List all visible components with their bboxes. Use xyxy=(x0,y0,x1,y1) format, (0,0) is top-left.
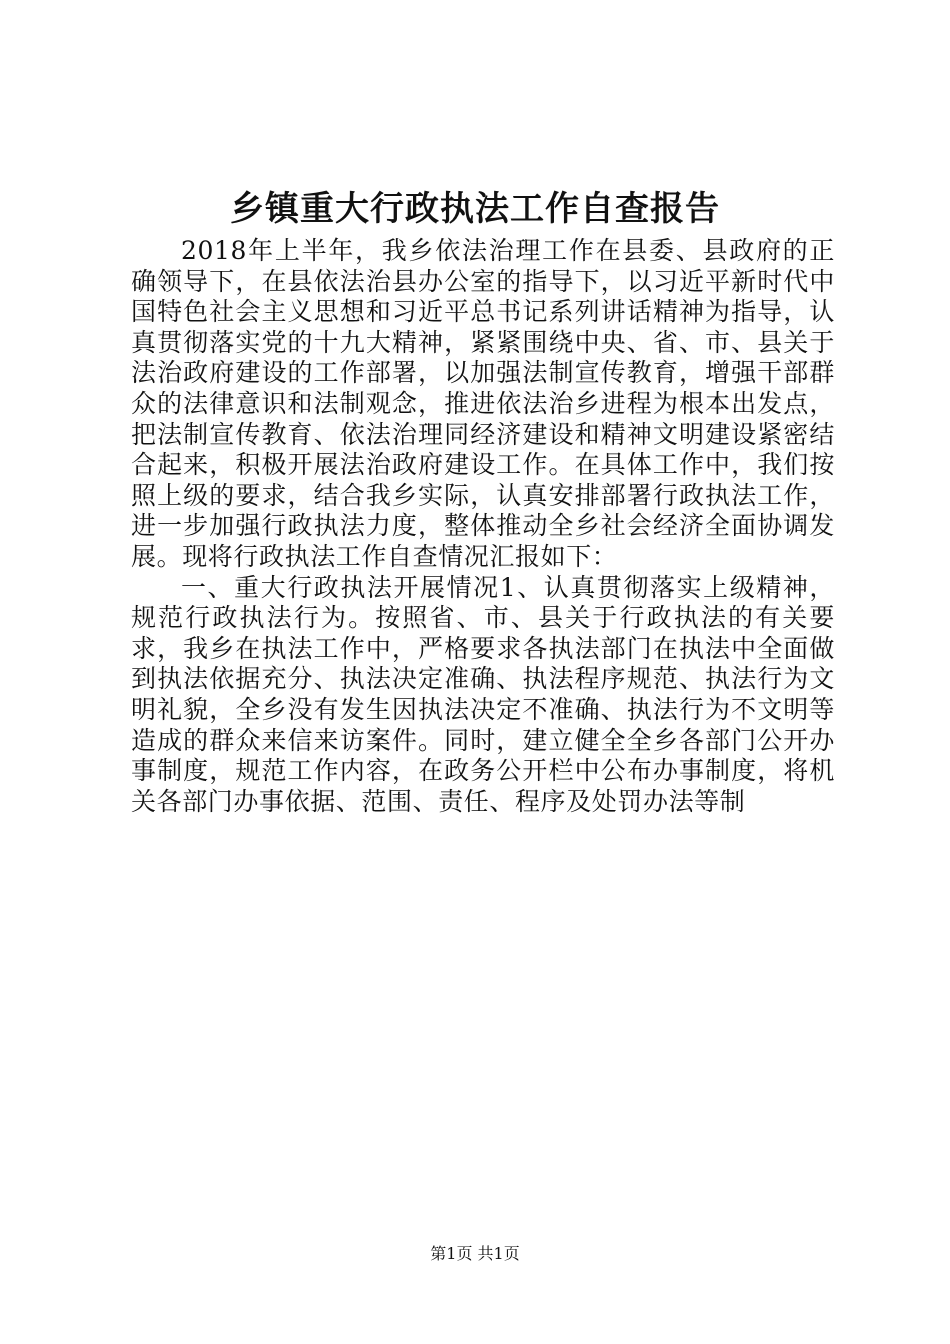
paragraph-section-one: 一、重大行政执法开展情况1、认真贯彻落实上级精神，规范行政执法行为。按照省、市、县关于行政执法的有关要求，我乡在执法工作中，严格要求各执法部门在执法中全面做到执法依据充分、执法决定准确、执法程序规范、执法行为文明礼貌，全乡没有发生因执法决定不准确、执法行为不文明等造成的群众来信来访案件。同时，建立健全全乡各部门公开办事制度，规范工作内容，在政务公开栏中公布办事制度，将机关各部门办事依据、范围、责任、程序及处罚办法等制 xyxy=(131,572,835,816)
paragraph-intro: 2018年上半年，我乡依法治理工作在县委、县政府的正确领导下，在县依法治县办公室的指导下，以习近平新时代中国特色社会主义思想和习近平总书记系列讲话精神为指导，认真贯彻落实党的十九大精神，紧紧围绕中央、省、市、县关于法治政府建设的工作部署，以加强法制宣传教育，增强干部群众的法律意识和法制观念，推进依法治乡进程为根本出发点，把法制宣传教育、依法治理同经济建设和精神文明建设紧密结合起来，积极开展法治政府建设工作。在具体工作中，我们按照上级的要求，结合我乡实际，认真安排部署行政执法工作，进一步加强行政执法力度，整体推动全乡社会经济全面协调发展。现将行政执法工作自查情况汇报如下： xyxy=(131,236,835,571)
document-body xyxy=(131,236,835,817)
document-title: 乡镇重大行政执法工作自查报告 xyxy=(230,189,720,229)
page-footer: 第1页 共1页 xyxy=(430,1244,520,1263)
